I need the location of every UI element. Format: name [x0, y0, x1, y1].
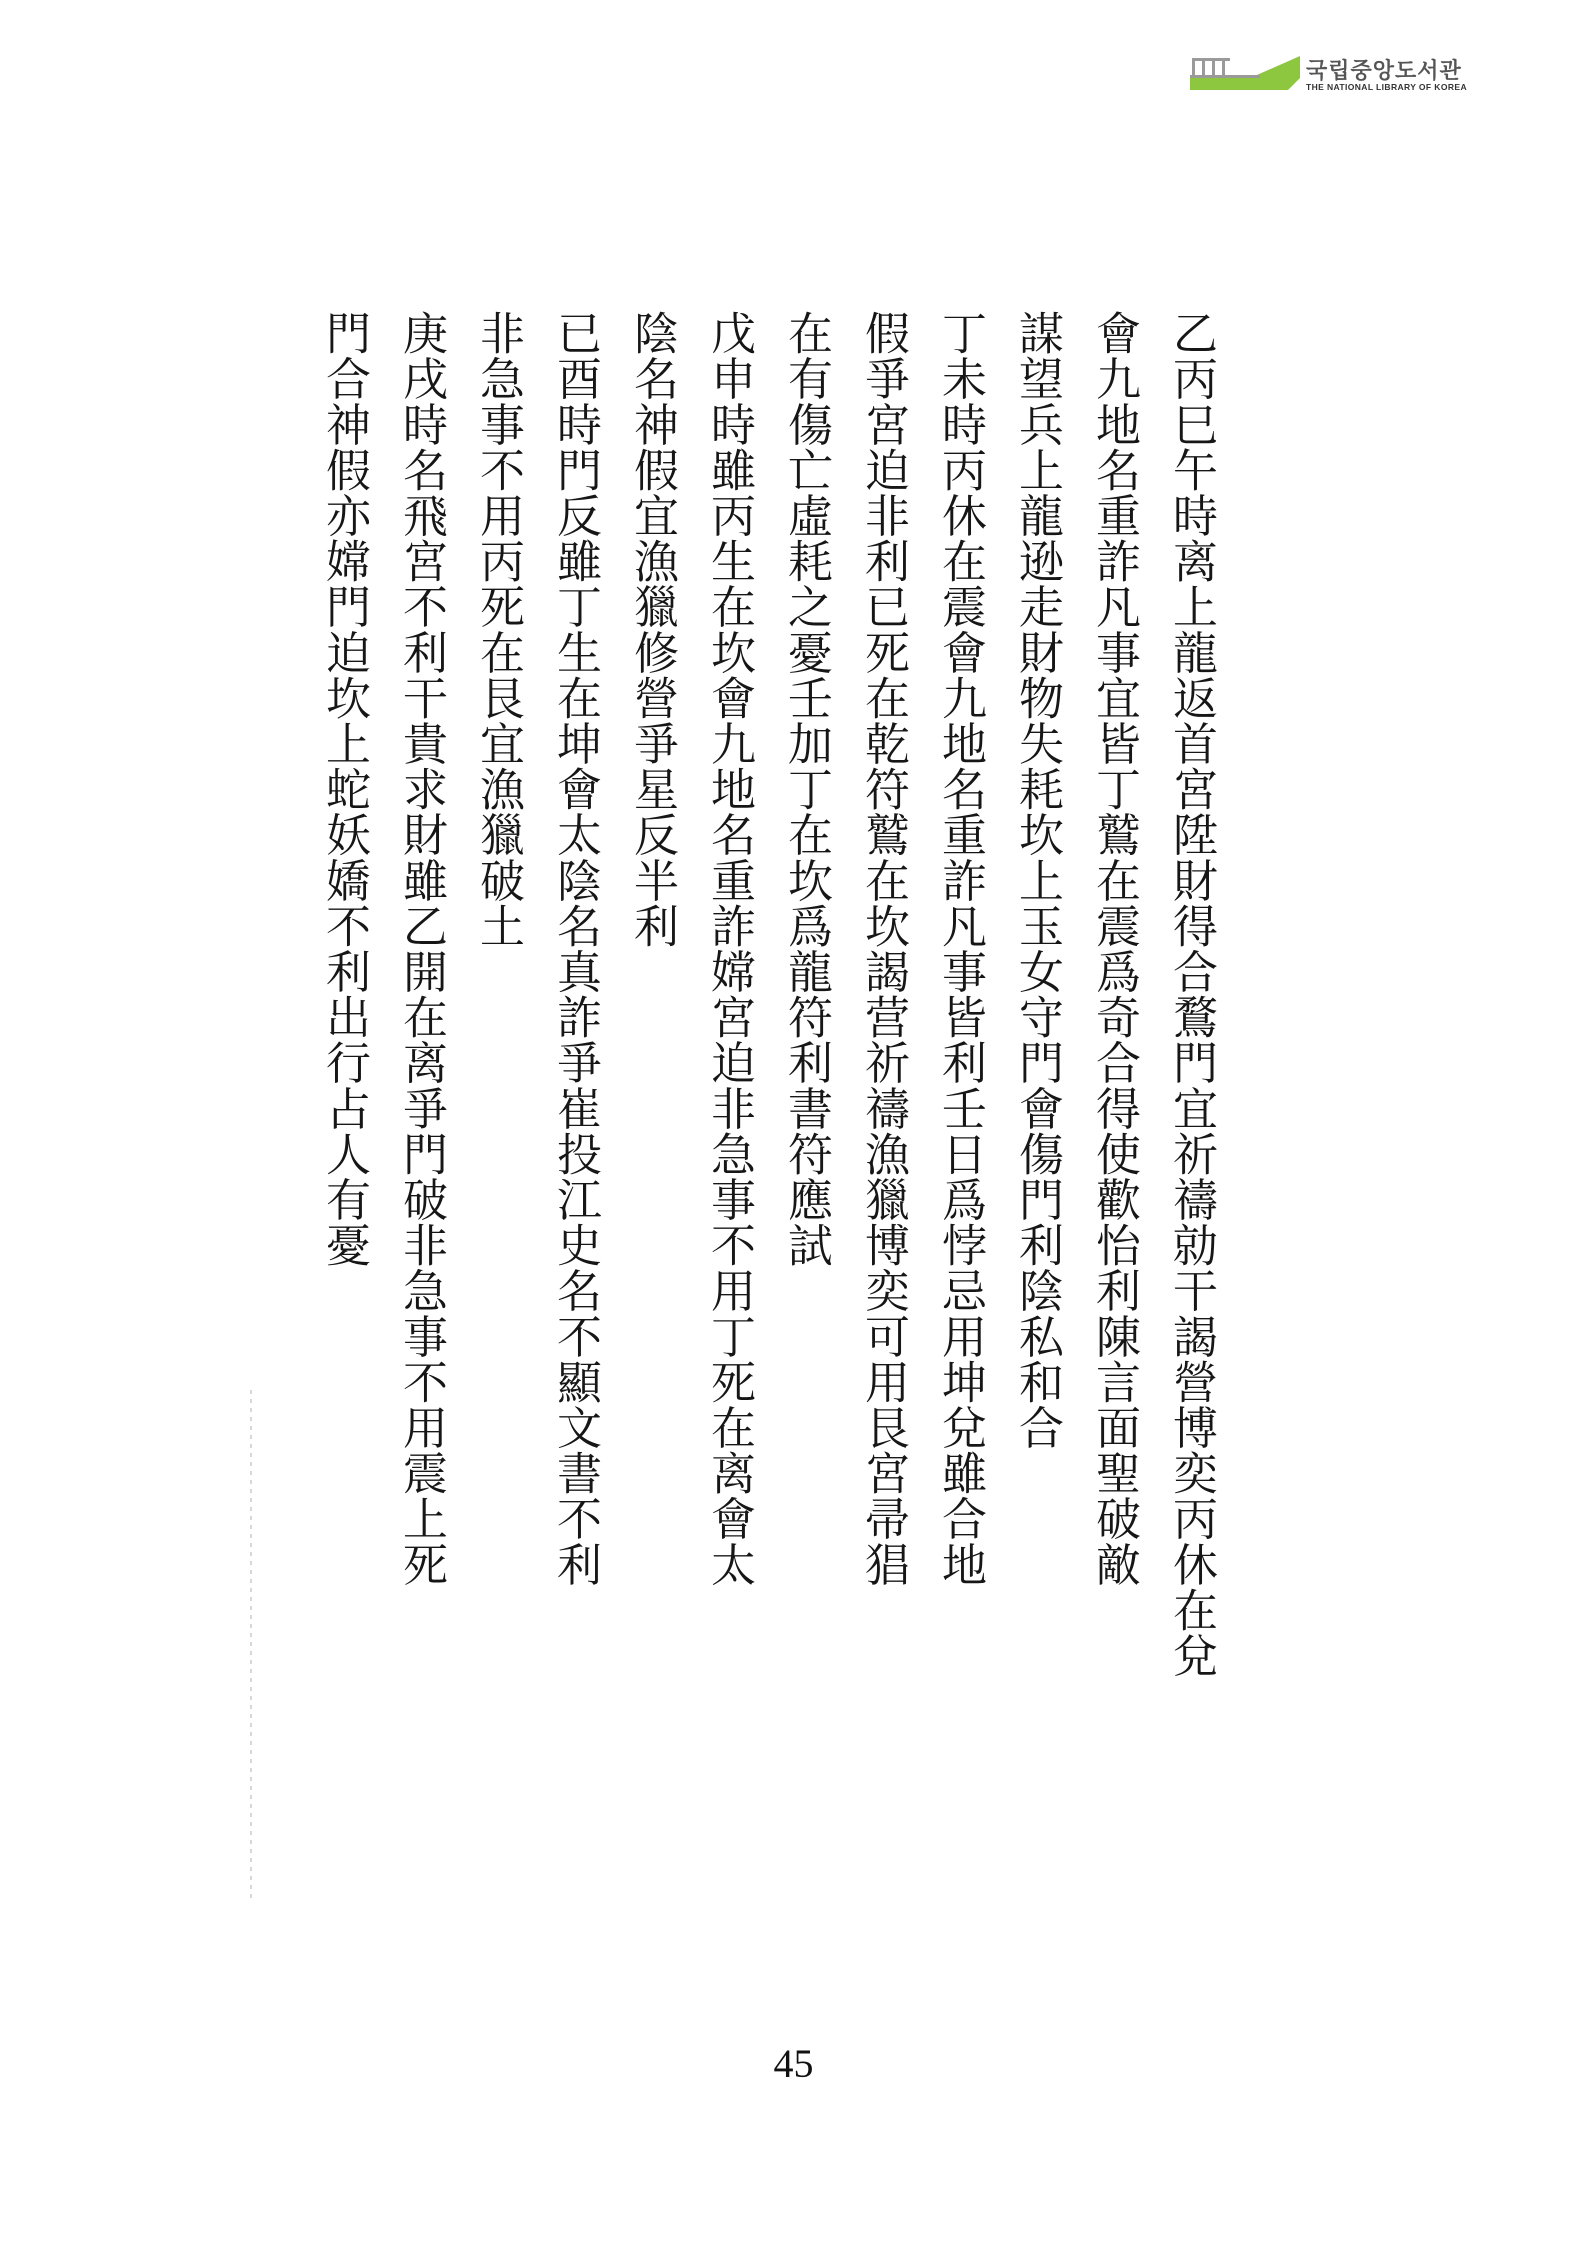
- page-number: 45: [773, 2041, 814, 2086]
- scan-edge-line: [250, 1390, 252, 1900]
- library-logo: [1190, 52, 1530, 100]
- manuscript-column: 戊申時雖丙生在坎會九地名重詐嫦宮迫非急事不用丁死在离會太: [703, 310, 756, 1587]
- manuscript-column: 丁未時丙休在震會九地名重詐凡事皆利壬日爲悖忌用坤兌雖合地: [934, 310, 987, 1587]
- library-logo-mark-icon: [1190, 56, 1300, 92]
- manuscript-columns: [270, 310, 1230, 1850]
- manuscript-column: 庚戌時名飛宮不利干貴求財雖乙開在离爭門破非急事不用震上死: [395, 310, 448, 1587]
- manuscript-column: 乙丙巳午時离上龍返首宮陞財得合鶩門宜祈禱勍干謁營博奕丙休在兌: [1165, 310, 1218, 1678]
- manuscript-column: 門合神假亦嫦門迫坎上蛇妖嬌不利出行占人有憂: [318, 310, 371, 1268]
- manuscript-column: 在有傷亡虛耗之憂壬加丁在坎爲龍符利書符應試: [780, 310, 833, 1268]
- manuscript-column: 陰名神假宜漁獵修營爭星反半利: [626, 310, 679, 949]
- manuscript-column: 假爭宮迫非利已死在乾符鷲在坎謁营祈禱漁獵博奕可用艮宮帚猖: [857, 310, 910, 1587]
- manuscript-column: 謀望兵上龍逊走財物失耗坎上玉女守門會傷門利陰私和合: [1011, 310, 1064, 1450]
- manuscript-column: 非急事不用丙死在艮宜漁獵破土: [472, 310, 525, 949]
- manuscript-column: 已酉時門反雖丁生在坤會太陰名真詐爭崔投江史名不顯文書不利: [549, 310, 602, 1587]
- library-name-korean: 국립중앙도서관: [1306, 59, 1462, 84]
- manuscript-column: 會九地名重詐凡事宜皆丁鷲在震爲奇合得使歡怡利陳言面聖破敵: [1088, 310, 1141, 1587]
- library-name-english: THE NATIONAL LIBRARY OF KOREA: [1306, 82, 1467, 92]
